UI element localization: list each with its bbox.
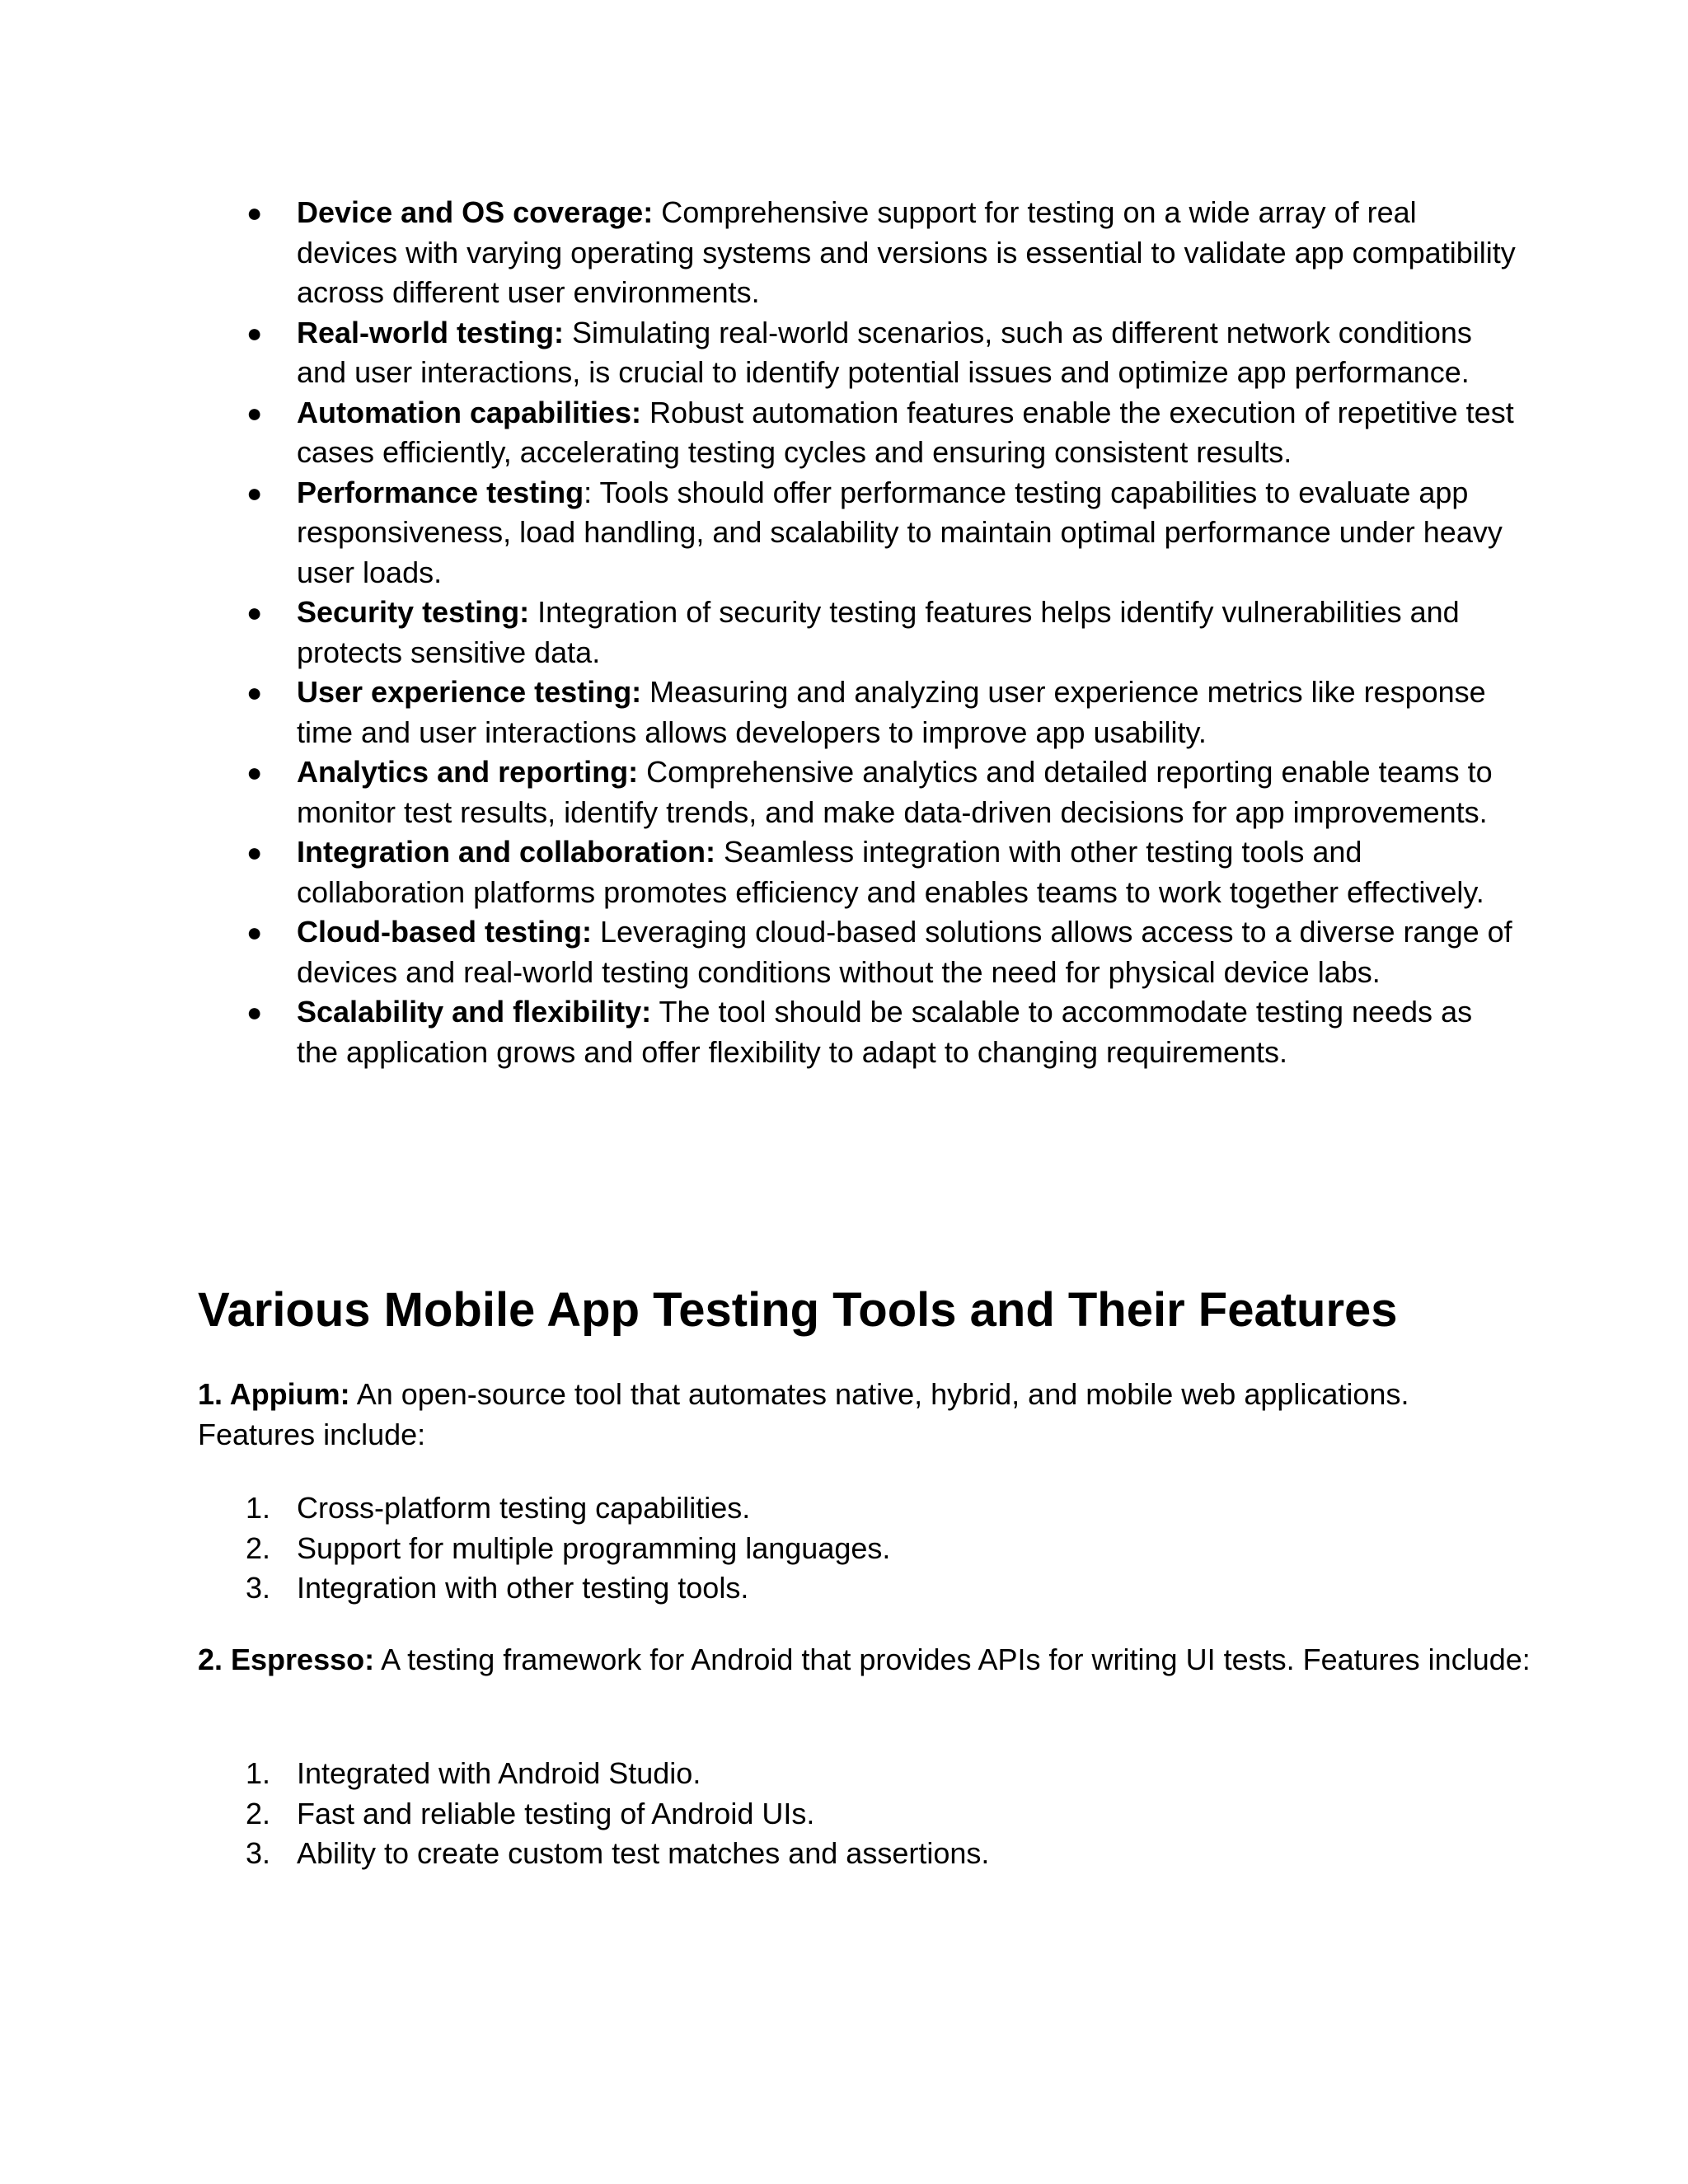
feature-text: : Tools should offer performance testing capabilities to evaluate app responsiveness, load handling, and scalability to maintain optimal performance under heavy user loads.: [297, 475, 1503, 589]
list-item: [198, 912, 1517, 992]
feature-term: Security testing:: [297, 595, 530, 629]
tool-title: 1. Appium:: [198, 1377, 350, 1411]
feature-term: Automation capabilities:: [297, 395, 642, 429]
feature-term: Scalability and flexibility:: [297, 995, 652, 1029]
feature-text: Comprehensive support for testing on a wide array of real devices with varying operating systems and versions is essential to validate app compatibility across different user environments.: [297, 195, 1516, 309]
feature-text: Integration of security testing features helps identify vulnerabilities and protects sensitive data.: [297, 595, 1460, 669]
list-item-text: Integration with other testing tools.: [297, 1571, 749, 1605]
feature-term: User experience testing:: [297, 675, 642, 709]
bullet-icon: ●: [246, 477, 263, 508]
list-number: 1.: [246, 1491, 271, 1525]
list-item: [198, 1488, 1517, 1529]
feature-text: Seamless integration with other testing tools and collaboration platforms promotes efficiency and enables teams to work together effectively.: [297, 835, 1484, 909]
feature-term: Cloud-based testing:: [297, 915, 592, 949]
list-item-text: Support for multiple programming languages.: [297, 1530, 891, 1565]
espresso-feature-list: [198, 1754, 1517, 1874]
list-item: [198, 832, 1517, 912]
feature-text: Measuring and analyzing user experience metrics like response time and user interactions allows developers to improve app usability.: [297, 675, 1486, 749]
list-number: 2.: [246, 1530, 271, 1565]
feature-bullet-list: [198, 193, 1517, 1072]
list-item-text: Cross-platform testing capabilities.: [297, 1491, 751, 1525]
list-item-text: Integrated with Android Studio.: [297, 1756, 701, 1790]
tool-description: An open-source tool that automates native, hybrid, and mobile web applications. Features include:: [198, 1377, 1409, 1451]
appium-feature-list: [198, 1488, 1517, 1609]
list-item: [198, 1794, 1517, 1835]
list-number: 2.: [246, 1796, 271, 1830]
list-item: [198, 593, 1517, 673]
bullet-icon: ●: [246, 397, 263, 428]
bullet-icon: ●: [246, 757, 263, 787]
bullet-icon: ●: [246, 317, 263, 348]
feature-term: Analytics and reporting:: [297, 755, 639, 789]
list-item-text: Ability to create custom test matches and assertions.: [297, 1836, 990, 1870]
section-heading: Various Mobile App Testing Tools and Their Features: [198, 1283, 1398, 1337]
feature-text: Simulating real-world scenarios, such as different network conditions and user interactions, is crucial to identify potential issues and optimize app performance.: [297, 315, 1472, 389]
feature-term: Real-world testing:: [297, 315, 565, 349]
list-item: [198, 1754, 1517, 1794]
list-item: [198, 992, 1517, 1072]
list-item: [198, 393, 1517, 473]
tool-description: A testing framework for Android that provides APIs for writing UI tests. Features include:: [374, 1643, 1531, 1676]
list-item: [198, 313, 1517, 393]
list-item: [198, 752, 1517, 832]
tool-title: 2. Espresso:: [198, 1643, 375, 1676]
tool-espresso-paragraph: [198, 1640, 1533, 1680]
list-item: [198, 1834, 1517, 1874]
feature-term: Performance testing: [297, 475, 584, 509]
bullet-icon: ●: [246, 917, 263, 947]
feature-term: Device and OS coverage:: [297, 195, 654, 229]
tool-appium-paragraph: [198, 1375, 1533, 1455]
feature-term: Integration and collaboration:: [297, 835, 716, 869]
list-item: [198, 1568, 1517, 1609]
list-number: 3.: [246, 1836, 271, 1870]
bullet-icon: ●: [246, 837, 263, 867]
list-number: 3.: [246, 1571, 271, 1605]
list-item: [198, 473, 1517, 593]
bullet-icon: ●: [246, 997, 263, 1027]
list-item: [198, 673, 1517, 752]
bullet-icon: ●: [246, 198, 263, 227]
feature-text: Comprehensive analytics and detailed reporting enable teams to monitor test results, identify trends, and make data-driven decisions for app improvements.: [297, 755, 1493, 829]
bullet-icon: ●: [246, 677, 263, 707]
feature-text: The tool should be scalable to accommodate testing needs as the application grows and offer flexibility to adapt to changing requirements.: [297, 995, 1473, 1069]
feature-text: Robust automation features enable the execution of repetitive test cases efficiently, accelerating testing cycles and ensuring consistent results.: [297, 395, 1514, 469]
list-item: [198, 1529, 1517, 1569]
list-item-text: Fast and reliable testing of Android UIs.: [297, 1796, 815, 1830]
bullet-icon: ●: [246, 598, 263, 627]
list-item: [198, 193, 1517, 313]
feature-text: Leveraging cloud-based solutions allows access to a diverse range of devices and real-world testing conditions without the need for physical device labs.: [297, 915, 1512, 989]
list-number: 1.: [246, 1756, 271, 1790]
